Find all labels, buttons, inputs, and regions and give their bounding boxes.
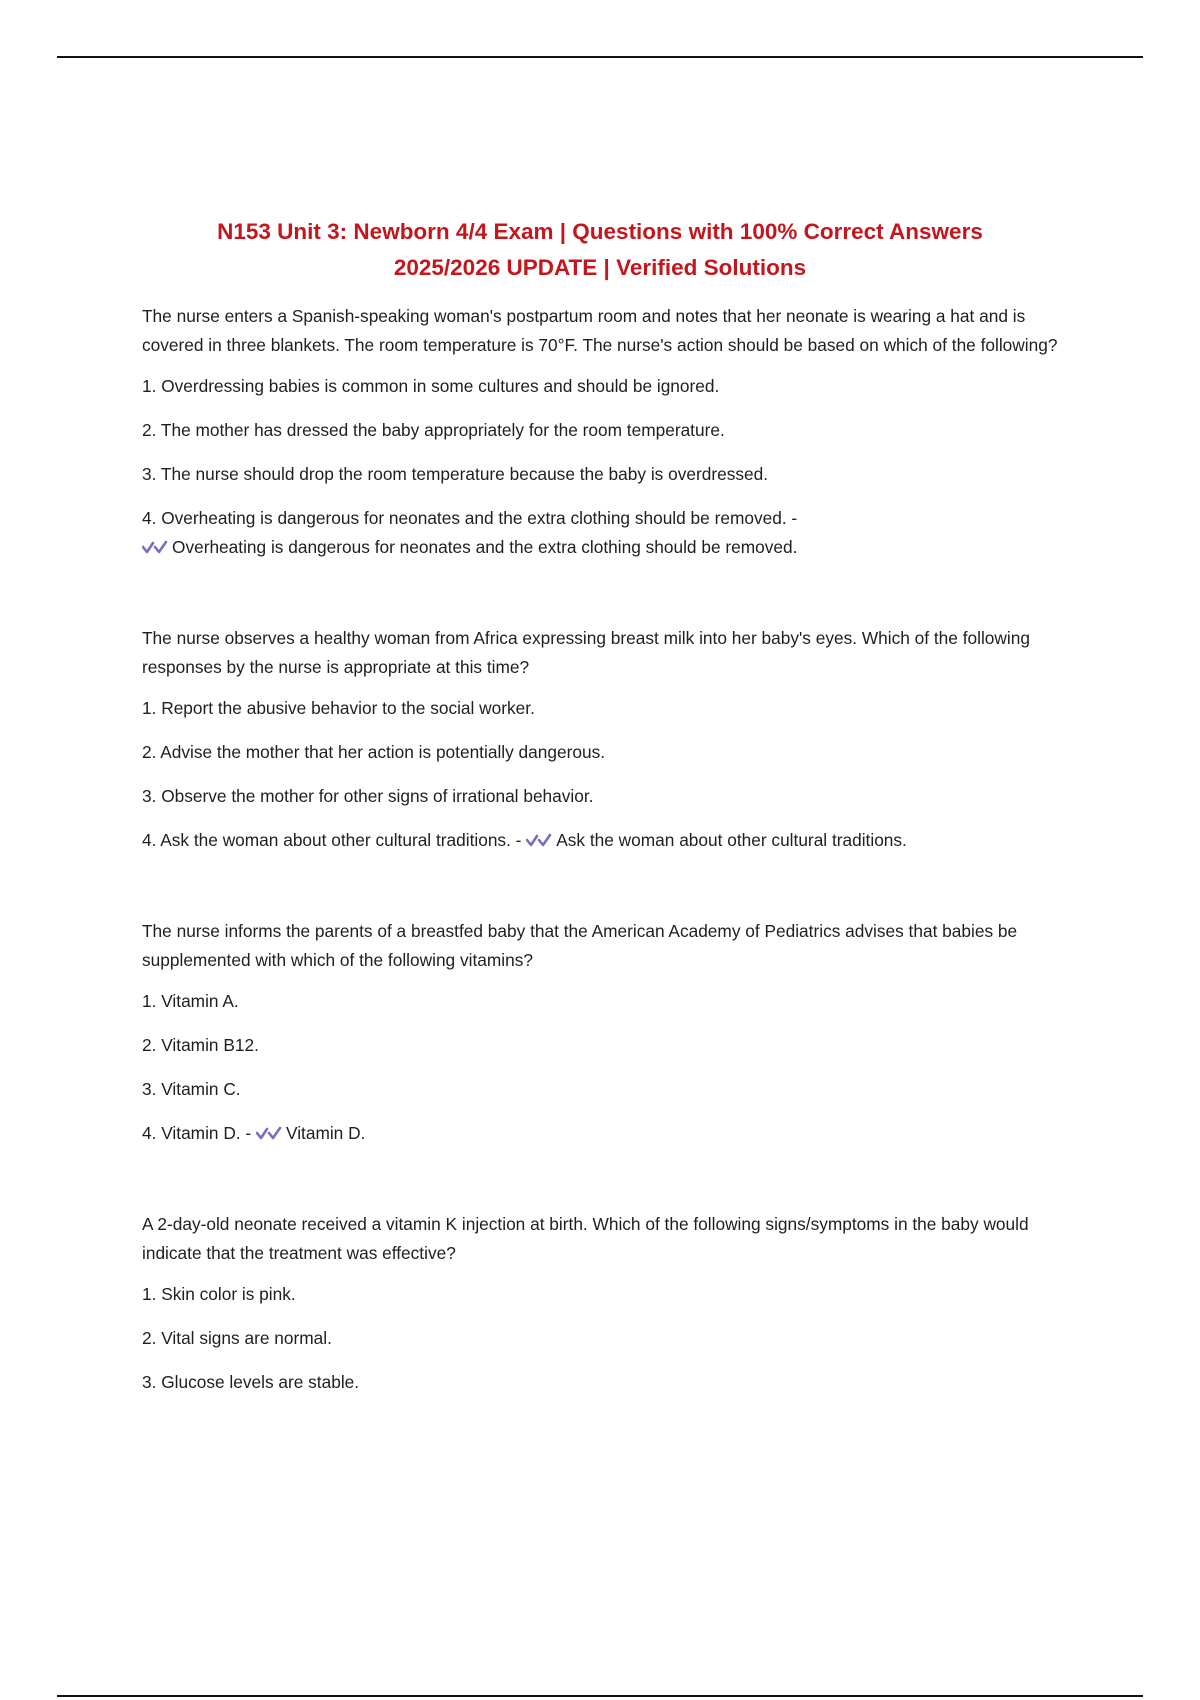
option-1: 1. Vitamin A. xyxy=(142,991,239,1011)
option-4-answer xyxy=(142,826,1072,855)
double-check-icon xyxy=(526,831,552,849)
option-4-text: 4. Ask the woman about other cultural traditions. - xyxy=(142,830,522,850)
question-text: The nurse enters a Spanish-speaking woman's postpartum room and notes that her neonate is wearing a hat and is covered in three blankets. The room temperature is 70°F. The nurse's action should be based on which of the following? xyxy=(142,306,1058,355)
option-1: 1. Report the abusive behavior to the social worker. xyxy=(142,698,535,718)
option-1: 1. Overdressing babies is common in some cultures and should be ignored. xyxy=(142,376,720,396)
option-2: 2. Vitamin B12. xyxy=(142,1035,259,1055)
option-4-answer xyxy=(142,504,1072,562)
question-text: The nurse observes a healthy woman from Africa expressing breast milk into her baby's eyes. Which of the following responses by the nurse is appropriate at this time? xyxy=(142,628,1030,677)
option-1: 1. Skin color is pink. xyxy=(142,1284,296,1304)
option-3: 3. The nurse should drop the room temperature because the baby is overdressed. xyxy=(142,464,769,484)
answer-text: Overheating is dangerous for neonates and the extra clothing should be removed. xyxy=(172,537,798,557)
document-title xyxy=(60,214,1140,286)
question-text: The nurse informs the parents of a breastfed baby that the American Academy of Pediatrics advises that babies be supplemented with which of the following vitamins? xyxy=(142,921,1018,970)
question-list xyxy=(142,302,1072,1459)
option-2: 2. Advise the mother that her action is potentially dangerous. xyxy=(142,742,606,762)
question-block-2 xyxy=(142,624,1072,855)
option-4-text: 4. Vitamin D. - xyxy=(142,1123,252,1143)
title-line-2: 2025/2026 UPDATE | Verified Solutions xyxy=(393,255,807,280)
header-rule xyxy=(57,56,1143,58)
option-2: 2. The mother has dressed the baby appropriately for the room temperature. xyxy=(142,420,725,440)
title-line-1: N153 Unit 3: Newborn 4/4 Exam | Questions with 100% Correct Answers xyxy=(217,219,983,244)
answer-text: Vitamin D. xyxy=(285,1123,366,1143)
double-check-icon xyxy=(142,538,168,556)
option-2: 2. Vital signs are normal. xyxy=(142,1328,332,1348)
question-text: A 2-day-old neonate received a vitamin K injection at birth. Which of the following signs/symptoms in the baby would indicate that the treatment was effective? xyxy=(142,1214,1029,1263)
option-3: 3. Glucose levels are stable. xyxy=(142,1372,360,1392)
footer-rule xyxy=(57,1695,1143,1697)
answer-text: Ask the woman about other cultural traditions. xyxy=(556,830,907,850)
question-block-4 xyxy=(142,1210,1072,1397)
option-3: 3. Observe the mother for other signs of irrational behavior. xyxy=(142,786,594,806)
double-check-icon xyxy=(256,1124,282,1142)
option-4-text: 4. Overheating is dangerous for neonates and the extra clothing should be removed. - xyxy=(142,508,798,528)
question-block-3 xyxy=(142,917,1072,1148)
option-4-answer xyxy=(142,1119,1072,1148)
option-3: 3. Vitamin C. xyxy=(142,1079,241,1099)
question-block-1 xyxy=(142,302,1072,562)
